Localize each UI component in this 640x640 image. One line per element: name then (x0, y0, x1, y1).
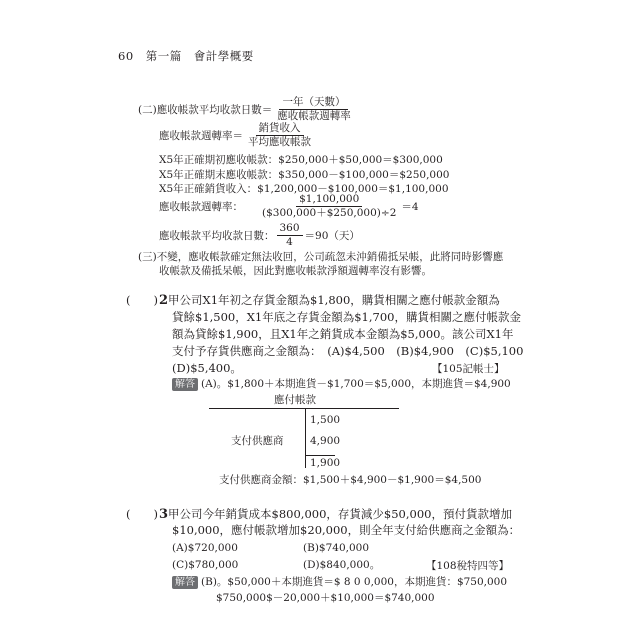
avg-days-fraction (274, 96, 354, 123)
page-number: 60 (118, 49, 134, 63)
t-account-top-line (209, 408, 399, 409)
calc-turnover-result: ＝4 (401, 200, 419, 213)
avg-collection-formula (138, 96, 356, 123)
t-account-debit-label: 支付供應商 (231, 435, 284, 447)
q2-line-1: 2甲公司X1年初之存貨金額為$1,800，購貨相關之應付帳款金額為 (159, 293, 500, 308)
calc-turnover-fraction (259, 193, 399, 220)
q3-answer-text: (B)。$50,000＋本期進貨＝$ 8 0 0,000，本期進貨：$750,000 (201, 576, 508, 588)
q3-source: 【108稅特四等】 (426, 560, 510, 572)
turnover-formula (159, 122, 316, 149)
q3-answer-paren: ( ) (126, 507, 158, 521)
turnover-fraction (245, 122, 314, 149)
calc-days-result: ＝90（天） (304, 229, 360, 242)
q2-answer-paren: ( ) (126, 293, 158, 307)
q2-answer-text: (A)。$1,800＋本期進貨－$1,700＝$5,000，本期進貨＝$4,900 (201, 378, 511, 390)
t-account-credit-2: 4,900 (310, 435, 341, 447)
q2-line-2: 貸餘$1,500，X1年底之存貨金額為$1,700，購貨相關之應付帳款金 (172, 310, 521, 324)
page-header (118, 48, 254, 64)
q3-number: 3 (159, 507, 169, 522)
avg-days-numerator: 一年（天數） (279, 96, 348, 110)
turnover-denominator: 平均應收帳款 (248, 136, 311, 148)
part3-label: (三) (138, 251, 157, 263)
turnover-calculation (159, 193, 419, 220)
calc-turnover-numerator: $1,100,000 (296, 193, 362, 207)
calc-line-1: X5年正確期初應收帳款：$250,000＋$50,000＝$300,000 (159, 154, 443, 166)
avg-days-lhs: 應收帳款平均收款日數＝ (156, 103, 273, 116)
answer-tag: 解答 (172, 378, 198, 391)
calc-line-2: X5年正確期末應收帳款：$350,000－$100,000＝$250,000 (159, 169, 450, 181)
q3-line-1: 3甲公司今年銷貨成本$800,000，存貨減少$50,000，預付貨款增加 (159, 507, 512, 522)
q2-number: 2 (159, 293, 169, 308)
q3-line-2: $10,000，應付帳款增加$20,000，則全年支付給供應商之金額為： (172, 523, 521, 537)
q3-answer-line-2: $750,000$－20,000＋$10,000＝$740,000 (216, 592, 435, 604)
q2-line-4: 支付予存貨供應商之金額為： (A)$4,500 (B)$4,900 (C)$5,100 (172, 344, 524, 358)
q2-line-5: (D)$5,400。 (172, 361, 242, 375)
t-account-credit-1: 1,500 (310, 414, 341, 426)
turnover-lhs: 應收帳款週轉率＝ (159, 129, 243, 142)
t-account-divider (305, 408, 306, 468)
t-account-balance: 1,900 (310, 457, 341, 469)
calc-days-lhs: 應收帳款平均收款日數： (159, 229, 275, 242)
calc-line-3: X5年正確銷貨收入：$1,200,000－$100,000＝$1,100,000 (159, 183, 449, 195)
calc-days-numerator: 360 (277, 222, 303, 236)
q3-option-d: (D)$840,000。 (303, 559, 381, 571)
q3-option-b: (B)$740,000 (303, 542, 370, 554)
q2-answer (172, 377, 511, 391)
calc-days-denominator: 4 (286, 236, 293, 248)
avg-days-denominator: 應收帳款週轉率 (277, 110, 351, 122)
part2-label: (二) (138, 103, 157, 116)
calc-turnover-denominator: ($300,000＋$250,000)÷2 (262, 207, 397, 219)
part3-line-1: (三)不變，應收帳款確定無法收回，公司疏忽未沖銷備抵呆帳，此將同時影響應 (138, 251, 504, 263)
chapter-title: 第一篇 會計學概要 (145, 49, 254, 63)
t-account-title: 應付帳款 (274, 394, 316, 406)
days-calculation (159, 222, 360, 249)
q3-option-c: (C)$780,000 (172, 559, 239, 571)
q2-summary: 支付供應商金額：$1,500＋$4,900－$1,900＝$4,500 (219, 474, 482, 486)
q2-source: 【105記帳士】 (432, 363, 505, 375)
calc-days-fraction (277, 222, 303, 249)
q2-line-3: 額為貸餘$1,900，且X1年之銷貨成本金額為$5,000。該公司X1年 (172, 327, 514, 341)
turnover-numerator: 銷貨收入 (256, 122, 304, 136)
q3-option-a: (A)$720,000 (172, 542, 238, 554)
calc-turnover-lhs: 應收帳款週轉率： (159, 200, 243, 213)
answer-tag: 解答 (172, 576, 198, 589)
part3-line-2: 收帳款及備抵呆帳，因此對應收帳款淨額週轉率沒有影響。 (159, 265, 432, 277)
q3-answer (172, 575, 507, 589)
